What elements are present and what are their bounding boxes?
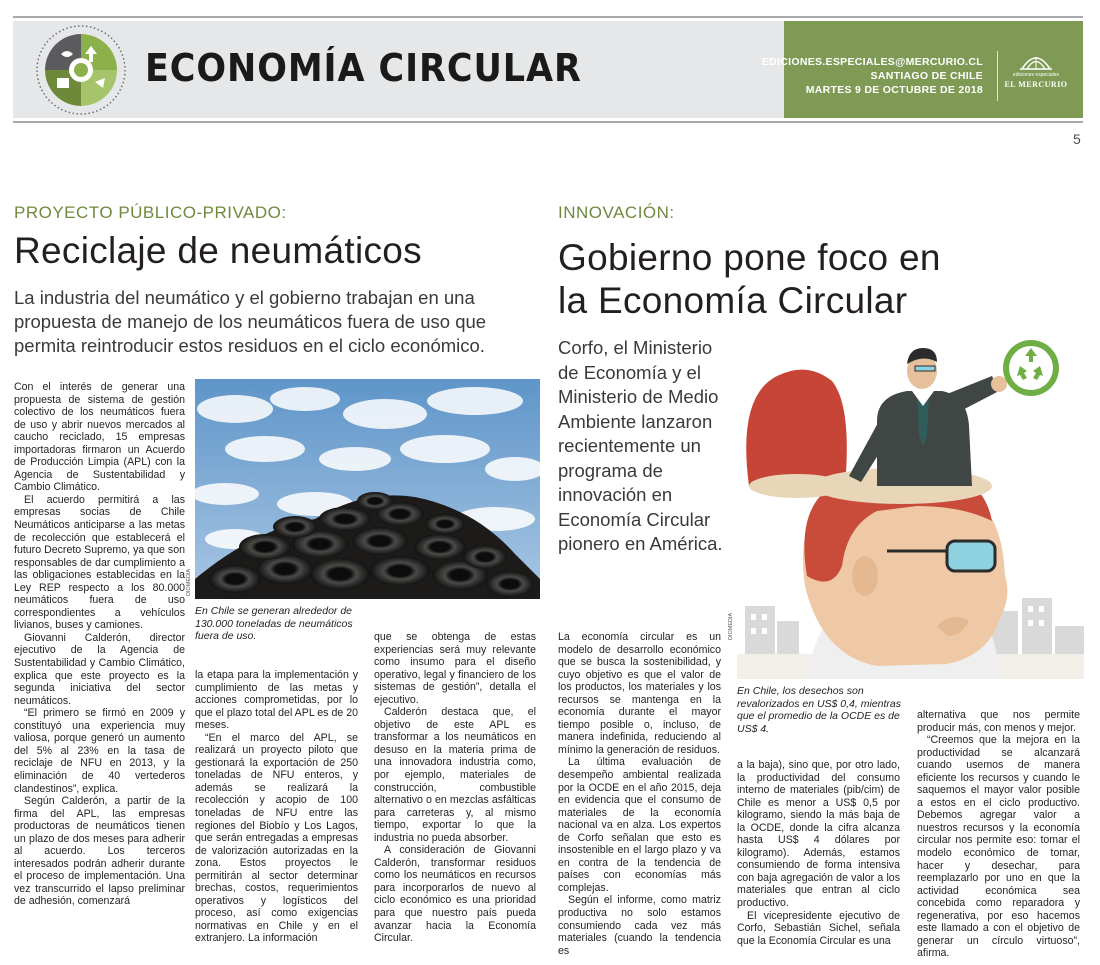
- left-headline: Reciclaje de neumáticos: [14, 230, 422, 271]
- left-column-3: [374, 631, 536, 945]
- right-headline-line-2: la Economía Circular: [558, 280, 908, 321]
- tires-photo-credit: DIOMEDIA: [186, 568, 192, 596]
- edition-date: MARTES 9 DE OCTUBRE DE 2018: [805, 84, 983, 96]
- left-column-2: [195, 669, 358, 945]
- header-bottom-rule: [13, 121, 1083, 123]
- left-col1-paragraph: Según Calderón, a partir de la firma del APL, las empresas productoras de neumáticos tienen un plazo de dos meses para adherir al acuerdo. Los terceros interesados podrán adherir durante el proceso de implementación. Una vez transcurrido el lapso preliminar de adhesión, comenzará: [14, 795, 185, 908]
- el-mercurio-emblem-icon: [1018, 49, 1054, 71]
- left-col1-paragraph: Con el interés de generar una propuesta de sistema de gestión colectivo de los neumáticos fuera de uso y abrir nuevos mercados al caucho reciclado, 15 empresas importadoras firmaron un Acuerdo de Producción Limpia (APL) con la Agencia de Sustentabilidad y Cambio Climático.: [14, 381, 185, 494]
- left-col3-paragraph: que se obtenga de estas experiencias será muy relevante como insumo para el diseño operativo, legal y financiero de los sistemas de gestión”, detalla el ejecutivo.: [374, 631, 536, 706]
- left-col3-paragraph: Calderón destaca que, el objetivo de este APL es transformar a los neumáticos en desuso en la materia prima de una innovadora industria como, por ejemplo, materiales de construcción, combustible alternativo o en mezclas asfálticas para carreteras y, al mismo tiempo, exportar lo que la industria no pueda absorber.: [374, 706, 536, 844]
- left-col1-paragraph: “El primero se firmó en 2009 y constituyó una experiencia muy valiosa, porque generó un aumento del 5% al 23% en la tasa de reciclaje de NFU en 2013, y la eliminación de 40 vertederos clandestinos”, explica.: [14, 707, 185, 795]
- right-column-1: [558, 631, 721, 957]
- section-title: ECONOMÍA CIRCULAR: [145, 46, 582, 90]
- tires-photo: [195, 379, 540, 599]
- illustration-caption: En Chile, los desechos son revalorizados en US$ 0,4, mientras que el promedio de la OCDE es de US$ 4.: [737, 685, 901, 735]
- edition-email: EDICIONES.ESPECIALES@MERCURIO.CL: [761, 56, 983, 68]
- edition-info-box: [761, 21, 1083, 118]
- right-column-3: [917, 709, 1080, 960]
- left-col1-paragraph: El acuerdo permitirá a las empresas socias de Chile Neumáticos anticiparse a las metas de recolección que establecerá el futuro Decreto Supremo, ya que son responsables de dar cumplimiento a las obligaciones establecidas en la Ley REP respecto a los 80.000 neumáticos fuera de uso correspondientes a vehículos livianos, buses y camiones.: [14, 493, 185, 632]
- right-deck: Corfo, el Ministerio de Economía y el Ministerio de Medio Ambiente lanzaron recientemente un programa de innovación en Economía Circular pionero en América.: [558, 337, 723, 554]
- right-col2-paragraph: a la baja), sino que, por otro lado, la productividad del consumo interno de materiales (pib/cim) de Chile es menor a US$ 0,5 por kilogramo, siendo la más baja de la OCDE, donde la cifra alcanza hasta US$ 4 dólares por kilogramo). Además, estamos consumiendo de forma intensiva con baja agregación de valor a los materiales que entran al ciclo productivo.: [737, 759, 900, 910]
- brand-small-text: ediciones especiales: [1012, 72, 1060, 78]
- right-col3-paragraph: “Creemos que la mejora en la productividad se alcanzará cuando usemos de manera eficiente los recursos y cuando le saquemos el mayor valor posible a estos en el ciclo productivo. Debemos agregar valor a nuestros recursos y la economía circular nos permite eso: tomar el modelo económico de tomar, hacer y desechar, para reemplazarlo por uno en que la actividad económica sea concebida como reparadora y regenerativa, por eso hacemos este llamado a con el objetivo de generar un círculo virtuoso”, afirma.: [917, 734, 1080, 960]
- right-kicker: INNOVACIÓN:: [558, 203, 675, 222]
- economia-circular-logo: [35, 24, 127, 116]
- left-col2-paragraph: “En el marco del APL, se realizará un proyecto piloto que gestionará la exportación de 250 toneladas de NFU enteros, y además se realizará la recolección y acopio de 100 toneladas de NFU entre las regiones del Biobío y Los Lagos, que serán entregadas a empresas de valorización autorizadas en la zona. Estos proyectos le permitirán al sector determinar brechas, costos, requerimientos operativos y logísticos del proceso, así como exigencias normativas en Chile y en el extranjero. La información: [195, 731, 358, 945]
- page-number: 5: [1073, 131, 1081, 147]
- right-headline-line-1: Gobierno pone foco en: [558, 237, 941, 278]
- edition-city: SANTIAGO DE CHILE: [870, 70, 983, 82]
- right-col1-paragraph: La economía circular es un modelo de desarrollo económico que se busca la sostenibilidad, y cuyo objetivo es que el valor de los productos, los materiales y los recursos se mantenga en la economía durante el mayor tiempo posible o, incluso, de manera indefinida, reduciendo al mínimo la generación de residuos.: [558, 631, 721, 756]
- left-deck: La industria del neumático y el gobierno trabajan en una propuesta de manejo de los neumáticos fuera de uso que permita reintroducir estos residuos en el ciclo económico.: [14, 287, 487, 356]
- tires-photo-caption: En Chile se generan alrededor de 130.000 toneladas de neumáticos fuera de uso.: [195, 605, 353, 642]
- el-mercurio-brand: [1003, 49, 1069, 109]
- page-header: [13, 16, 1083, 123]
- left-column-1: [14, 381, 185, 908]
- head-with-man-illustration: [737, 336, 1084, 679]
- illustration-credit: DIOMEDIA: [728, 612, 734, 640]
- right-col1-paragraph: La última evaluación de desempeño ambiental realizada por la OCDE en el año 2015, deja en evidencia que el consumo de materiales de la economía nacional va en alza. Los expertos de Corfo señalan que esto es insostenible en el largo plazo y va en contra de la tendencia de países con economías más complejas.: [558, 756, 721, 894]
- left-col2-paragraph: la etapa para la implementación y cumplimiento de las metas y acciones comprometidas, por lo que el plazo total del APL es de 20 meses.: [195, 669, 358, 732]
- right-col3-paragraph: alternativa que nos permite producir más, con menos y mejor.: [917, 709, 1080, 734]
- left-kicker: PROYECTO PÚBLICO-PRIVADO:: [14, 203, 287, 222]
- tires-photo-image: [195, 379, 540, 599]
- edition-divider: [997, 51, 998, 101]
- header-top-rule: [13, 16, 1083, 18]
- left-col1-paragraph: Giovanni Calderón, director ejecutivo de la Agencia de Sustentabilidad y Cambio Climático, explica que este proyecto es la segunda iniciativa del sector neumáticos.: [14, 631, 185, 707]
- right-col1-paragraph: Según el informe, como matriz productiva no solo estamos consumiendo cada vez más materiales (cuando la tendencia es: [558, 894, 721, 957]
- economia-circular-illustration: [737, 336, 1084, 679]
- brand-name: EL MERCURIO: [1004, 80, 1068, 89]
- left-col3-paragraph: A consideración de Giovanni Calderón, transformar residuos como los neumáticos en recursos para incorporarlos de nuevo al ciclo económico es una prioridad para que nuestro país pueda avanzar hacia la Economía Circular.: [374, 844, 536, 945]
- edition-info-lines: [762, 55, 983, 97]
- right-col2-paragraph: El vicepresidente ejecutivo de Corfo, Sebastián Sichel, señala que la Economía Circular es una: [737, 909, 900, 947]
- right-column-2: [737, 759, 900, 947]
